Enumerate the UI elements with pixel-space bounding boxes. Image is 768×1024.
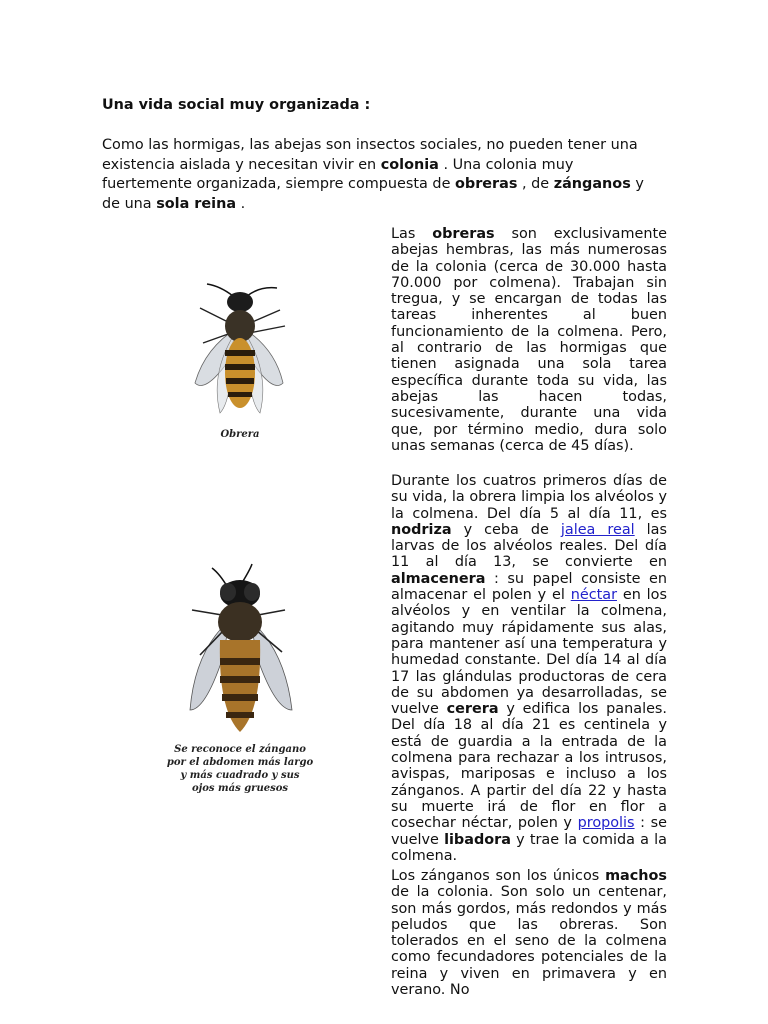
intro-paragraph: Como las hormigas, las abejas son insectos sociales, no pueden tener una existencia aislada y necesitan vivir en colonia . Una colonia muy fuertemente organizada, siempre compuesta de obreras , de zánganos y de una sola reina . [102,137,644,212]
worker-bee-caption: Obrera [220,429,260,440]
worker-bee-figure [165,278,315,448]
drone-caption-line: Se reconoce el zángano [174,744,306,755]
workers-paragraph: Las obreras son exclusivamente abejas hembras, las más numerosas de la colonia (cerca de 30.000 hasta 70.000 por colmena). Trabajan sin tregua, y se encargan de todas las tareas inherentes al buen funcionamiento de la colmena. Pero, al contrario de las hormigas que tienen asignada una sola tarea específica durante toda su vida, las abejas las hacen todas, sucesivamente, durante una vida que, por término medio, dura solo unas semanas (cerca de 45 días). [391,226,667,454]
drone-caption-line: ojos más gruesos [191,783,289,794]
worker-lifecycle-paragraph: Durante los cuatros primeros días de su vida, la obrera limpia los alvéolos y la colmena. Del día 5 al día 11, es nodriza y ceba de jalea real las larvas de los alvéolos reales. Del día 11 al día 13, se convierte en almacenera : su papel consiste en almacenar el polen y el néctar en los alvéolos y en ventilar la colmena, agitando muy rápidamente sus alas, para mantener así una temperatura y humedad constante. Del día 14 al día 17 las glándulas productoras de cera de su abdomen ya desarrolladas, se vuelve cerera y edifica los panales. Del día 18 al día 21 es centinela y está de guardia a la entrada de la colmena para rechazar a los intrusos, avispas, mariposas e incluso a los zánganos. A partir del día 22 y hasta su muerte irá de flor en flor a cosechar néctar, polen y propolis : se vuelve libadora y trae la comida a la colmena. [391,473,667,864]
drone-bee-image [160,560,320,740]
drone-caption-line: por el abdomen más largo [166,757,314,768]
royal-jelly-link[interactable]: jalea real [560,521,635,538]
page-title: Una vida social muy organizada : [102,97,371,113]
drone-bee-figure [160,560,320,800]
propolis-link[interactable]: propolis [577,815,635,832]
drone-caption-line: y más cuadrado y sus [180,770,300,781]
worker-bee-image [165,278,315,428]
nectar-link[interactable]: néctar [570,587,617,604]
drones-paragraph: Los zánganos son los únicos machos de la colonia. Son solo un centenar, son más gordos, más redondos y más peludos que las obreras. Son tolerados en el seno de la colmena como fecundadores potenciales de la reina y viven en primavera y en verano. No [391,868,667,999]
drone-bee-caption [160,743,320,795]
